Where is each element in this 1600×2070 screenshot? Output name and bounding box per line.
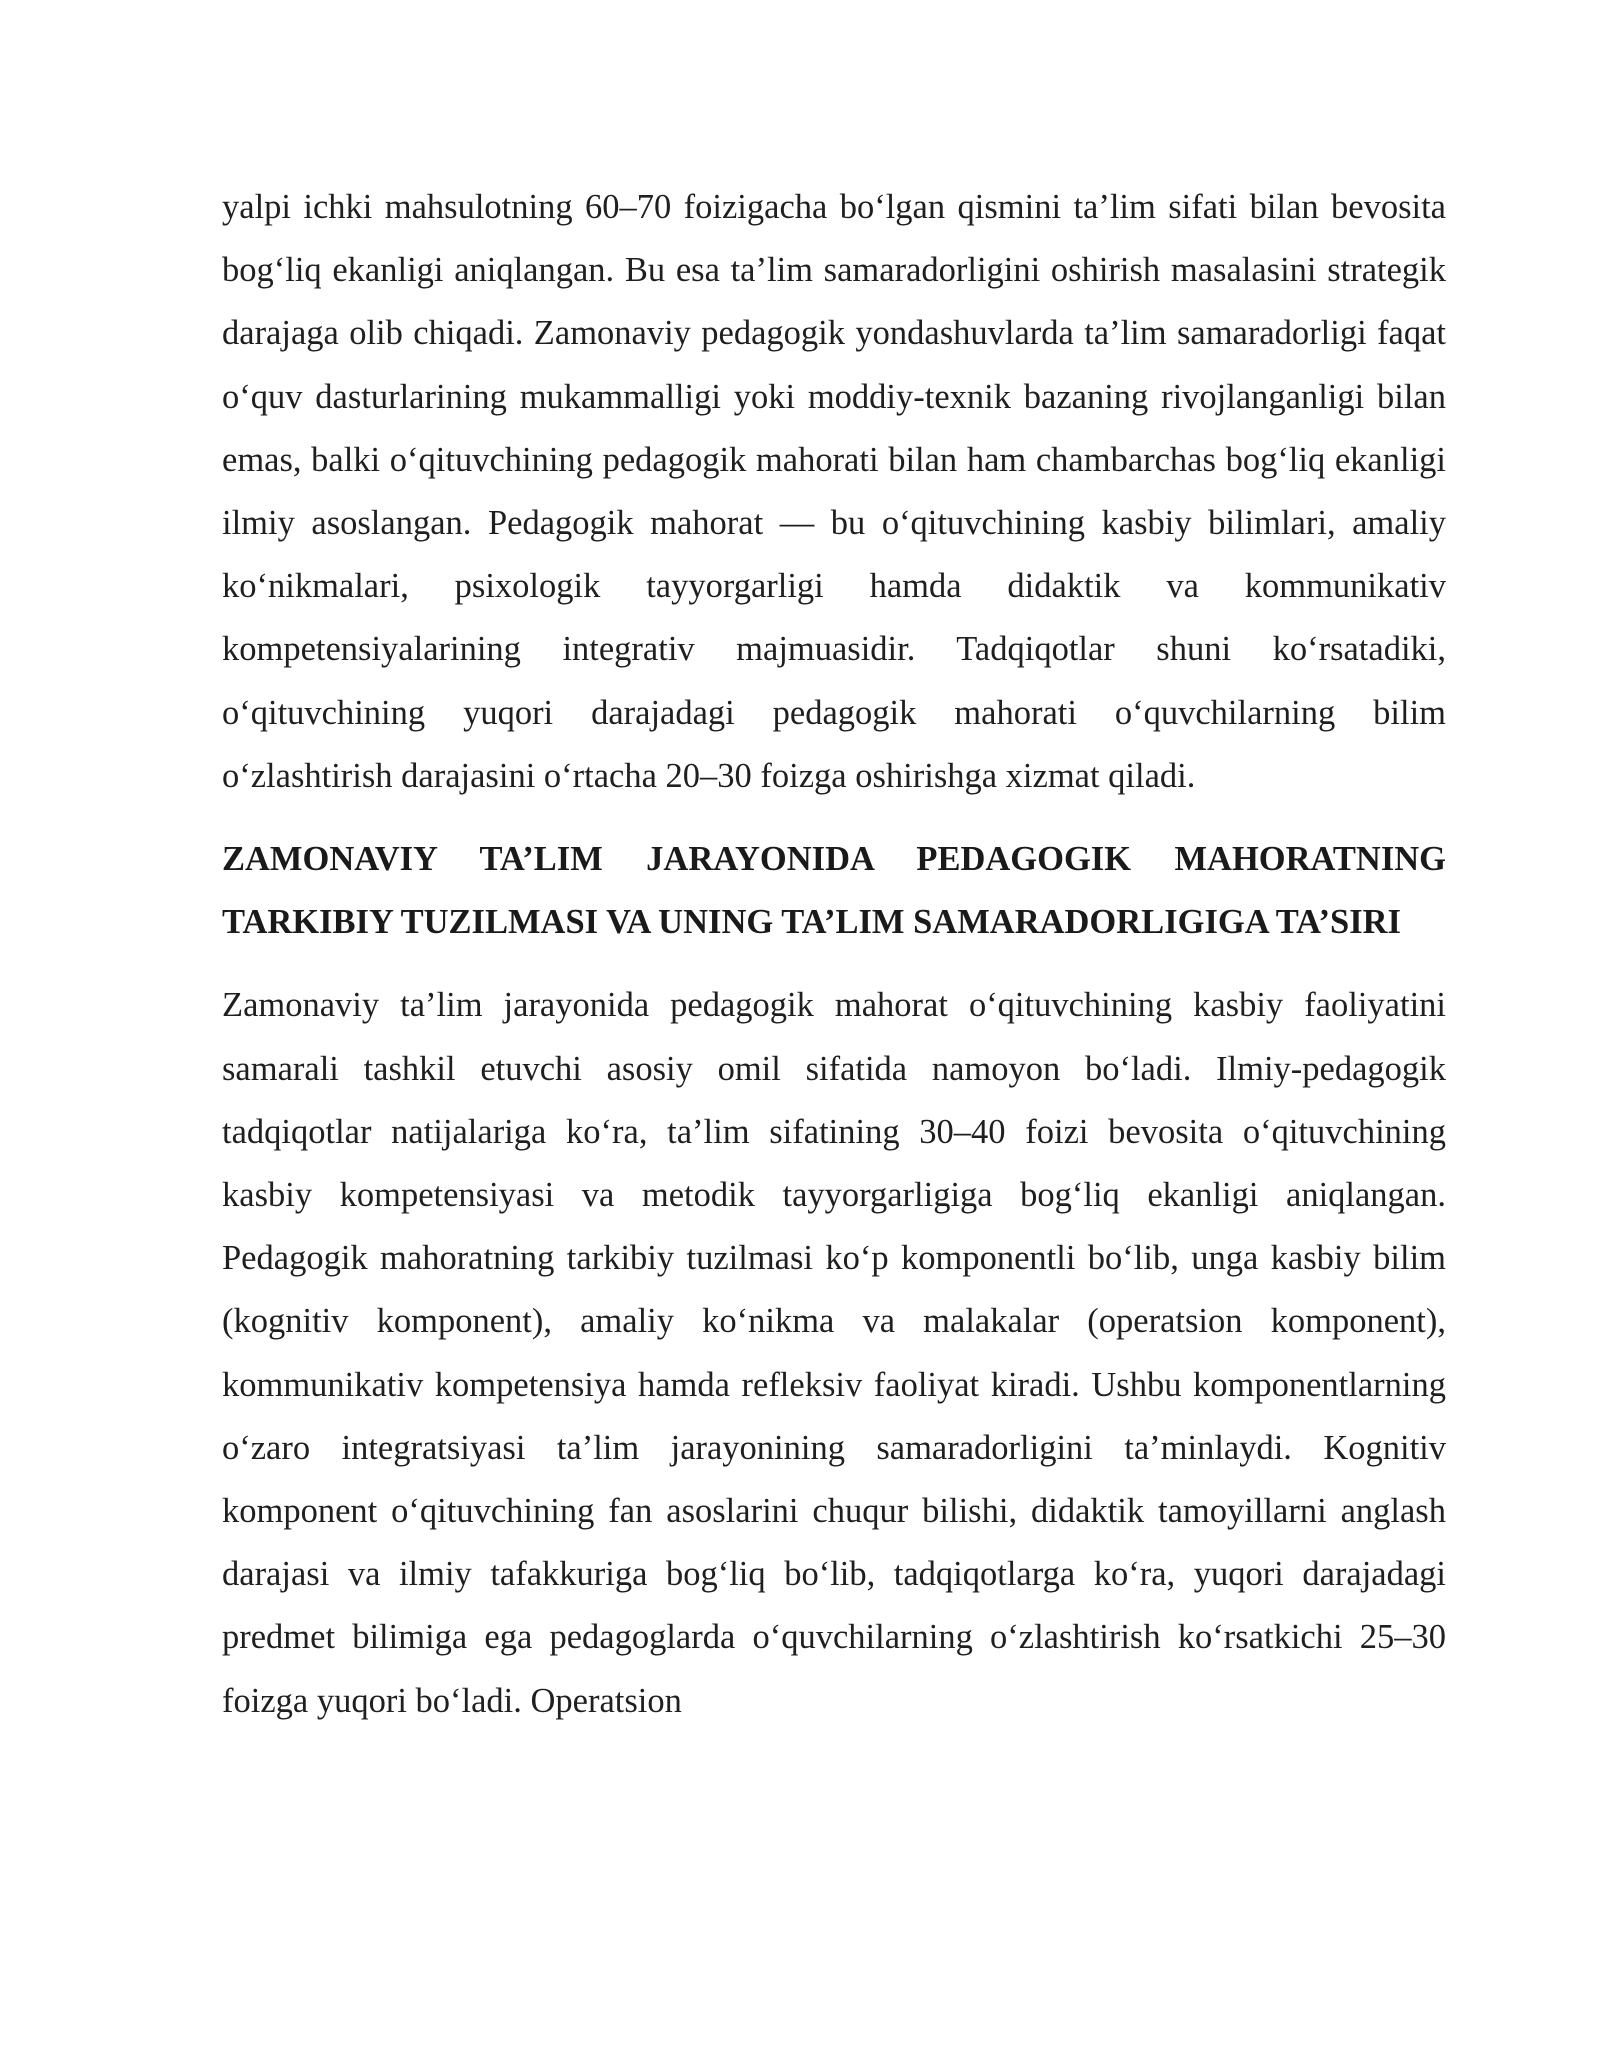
body-paragraph-section: Zamonaviy ta’lim jarayonida pedagogik mahorat o‘qituvchining kasbiy faoliyatini samarali tashkil etuvchi asosiy omil sifatida namoyon bo‘ladi. Ilmiy-pedagogik tadqiqotlar natijalariga ko‘ra, ta’lim sifatining 30–40 foizi bevosita o‘qituvchining kasbiy kompetensiyasi va metodik tayyorgarligiga bog‘liq ekanligi aniqlangan. Pedagogik mahoratning tarkibiy tuzilmasi ko‘p komponentli bo‘lib, unga kasbiy bilim (kognitiv komponent), amaliy ko‘nikma va malakalar (operatsion komponent), kommunikativ kompetensiya hamda refleksiv faoliyat kiradi. Ushbu komponentlarning o‘zaro integratsiyasi ta’lim jarayonining samaradorligini ta’minlaydi. Kognitiv komponent o‘qituvchining fan asoslarini chuqur bilishi, didaktik tamoyillarni anglash darajasi va ilmiy tafakkuriga bog‘liq bo‘lib, tadqiqotlarga ko‘ra, yuqori darajadagi predmet bilimiga ega pedagoglarda o‘quvchilarning o‘zlashtirish ko‘rsatkichi 25–30 foizga yuqori bo‘ladi. Operatsion [222, 986, 1446, 1720]
section-heading: ZAMONAVIY TA’LIM JARAYONIDA PEDAGOGIK MAHORATNING TARKIBIY TUZILMASI VA UNING TA’LIM SAMARADORLIGIGA TA’SIRI [222, 840, 1446, 942]
body-paragraph-intro: yalpi ichki mahsulotning 60–70 foizigacha bo‘lgan qismini ta’lim sifati bilan bevosita bog‘liq ekanligi aniqlangan. Bu esa ta’lim samaradorligini oshirish masalasini strategik darajaga olib chiqadi. Zamonaviy pedagogik yondashuvlarda ta’lim samaradorligi faqat o‘quv dasturlarining mukammalligi yoki moddiy-texnik bazaning rivojlanganligi bilan emas, balki o‘qituvchining pedagogik mahorati bilan ham chambarchas bog‘liq ekanligi ilmiy asoslangan. Pedagogik mahorat — bu o‘qituvchining kasbiy bilimlari, amaliy ko‘nikmalari, psixologik tayyorgarligi hamda didaktik va kommunikativ kompetensiyalarining integrativ majmuasidir. Tadqiqotlar shuni ko‘rsatadiki, o‘qituvchining yuqori darajadagi pedagogik mahorati o‘quvchilarning bilim o‘zlashtirish darajasini o‘rtacha 20–30 foizga oshirishga xizmat qiladi. [222, 188, 1446, 795]
document-body [222, 176, 1446, 1733]
